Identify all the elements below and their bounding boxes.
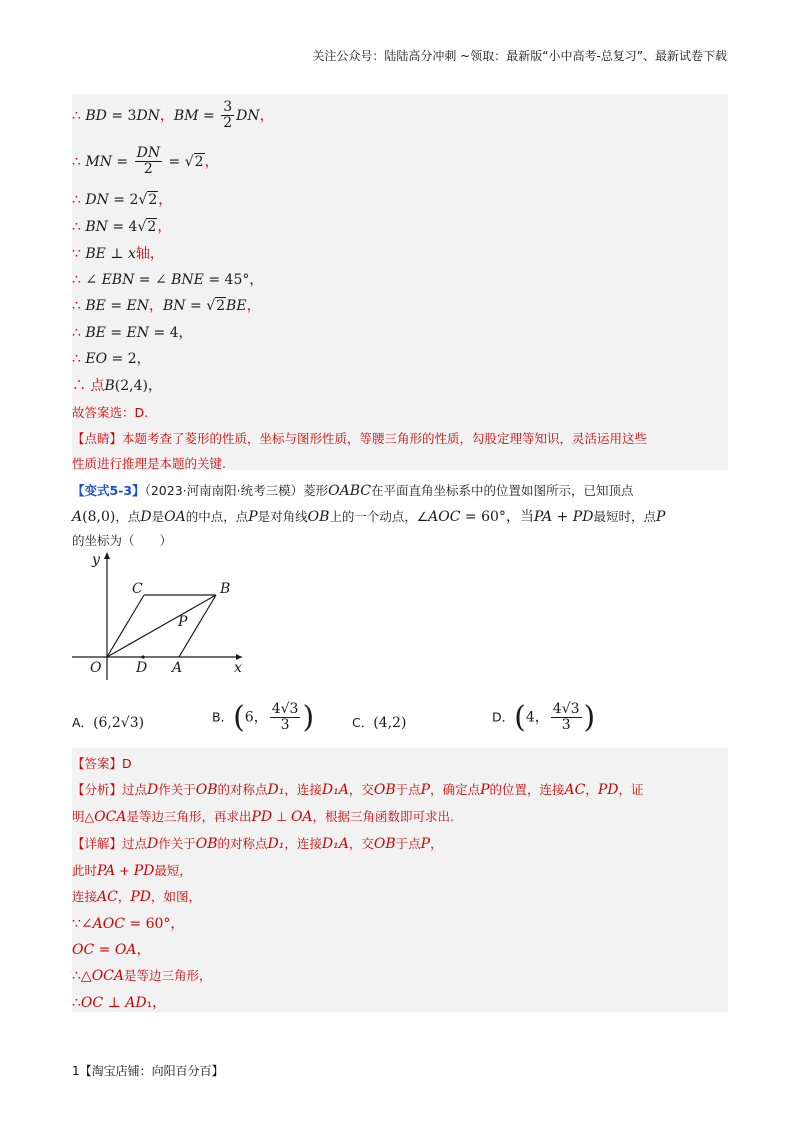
label-o: O bbox=[90, 660, 102, 676]
comment-line-1: 【点睛】本题考查了菱形的性质，坐标与图形性质，等腰三角形的性质，勾股定理等知识，灵活运用这些 bbox=[72, 431, 648, 446]
solution-line-1: ∴ BD = 3DN，BM = $\frac{3}{2}$ DN， bbox=[72, 99, 274, 132]
analysis-line-1: 【分析】过点D作关于OB的对称点D₁，连接D₁A，交OB于点P，确定点P的位置，连接AC，PD，证 bbox=[72, 782, 644, 798]
solution-line-9: ∴ EO = 2， bbox=[72, 351, 151, 367]
solution-line-3: ∴ DN = 2√2， bbox=[72, 192, 173, 208]
solution-line-10: ∴ 点B(2,4)， bbox=[72, 378, 162, 394]
analysis-line-2: 明△OCA是等边三角形，再求出PD ⊥ OA，根据三角函数即可求出. bbox=[72, 809, 455, 825]
detail-line-3: 连接AC，PD，如图， bbox=[72, 889, 202, 905]
detail-line-7: ∴OC ⊥ AD₁， bbox=[72, 995, 167, 1011]
label-a: A bbox=[172, 660, 183, 676]
fraction: $\frac{4√3}{3}$ bbox=[552, 700, 580, 733]
comment-line-2: 性质进行推理是本题的关键. bbox=[72, 456, 226, 471]
answer-line: 【答案】D bbox=[72, 756, 132, 771]
problem-line-2: A(8,0)，点D是OA的中点，点P是对角线OB上的一个动点，∠AOC = 60°，当PA + PD最短时，点P bbox=[72, 509, 666, 525]
option-c: C．(4,2) bbox=[352, 715, 407, 731]
problem-line-3: 的坐标为（ ） bbox=[72, 533, 173, 548]
fraction: $\frac{3}{2}$ bbox=[223, 99, 233, 132]
option-b: B．(6， $\frac{4√3}{3}$ ) bbox=[212, 700, 315, 735]
solution-line-4: ∴ BN = 4√2， bbox=[72, 219, 172, 235]
label-x: x bbox=[234, 660, 242, 676]
option-a: A．(6,2√3) bbox=[72, 715, 145, 731]
solution-line-2: ∴ MN = $\frac{DN}{2}$ = √2， bbox=[72, 145, 219, 178]
detail-line-5: OC = OA， bbox=[72, 942, 151, 958]
detail-line-2: 此时PA + PD最短， bbox=[72, 863, 192, 879]
fraction: $\frac{4√3}{3}$ bbox=[271, 700, 299, 733]
label-p: P bbox=[178, 614, 188, 630]
solution-answer: 故答案选：D. bbox=[72, 405, 149, 420]
rhombus-diagram bbox=[72, 548, 252, 680]
problem-line-1: 【变式5-3】（2023·河南南阳·统考三模）菱形OABC在平面直角坐标系中的位置如图所示，已知顶点 bbox=[72, 483, 634, 499]
label-b: B bbox=[220, 581, 231, 597]
edge-oc bbox=[107, 595, 144, 657]
label-y: y bbox=[92, 552, 100, 568]
diagonal-ob bbox=[107, 595, 216, 657]
page-footer: 1【淘宝店铺：向阳百分百】 bbox=[72, 1064, 224, 1078]
problem-tag: 【变式5-3】 bbox=[72, 483, 145, 498]
label-c: C bbox=[132, 581, 143, 597]
solution-line-5: ∵ BE ⊥ x轴， bbox=[72, 246, 164, 262]
detail-line-4: ∵∠AOC = 60°， bbox=[72, 916, 185, 932]
detail-line-1: 【详解】过点D作关于OB的对称点D₁，连接D₁A，交OB于点P， bbox=[72, 836, 443, 852]
y-axis-arrow bbox=[104, 552, 110, 559]
solution-line-6: ∴ ∠ EBN = ∠ BNE = 45°， bbox=[72, 272, 264, 288]
option-d: D．(4， $\frac{4√3}{3}$ ) bbox=[492, 700, 596, 735]
detail-line-6: ∴△OCA是等边三角形， bbox=[72, 968, 212, 984]
page-header: 关注公众号：陆陆高分冲刺 ~领取：最新版“小中高考-总复习”、最新试卷下载 bbox=[312, 49, 727, 63]
point-d bbox=[141, 655, 144, 658]
solution-line-8: ∴ BE = EN = 4， bbox=[72, 325, 193, 341]
solution-line-7: ∴ BE = EN，BN = √2BE， bbox=[72, 298, 261, 314]
fraction: $\frac{DN}{2}$ bbox=[136, 145, 161, 178]
label-d: D bbox=[136, 660, 148, 676]
